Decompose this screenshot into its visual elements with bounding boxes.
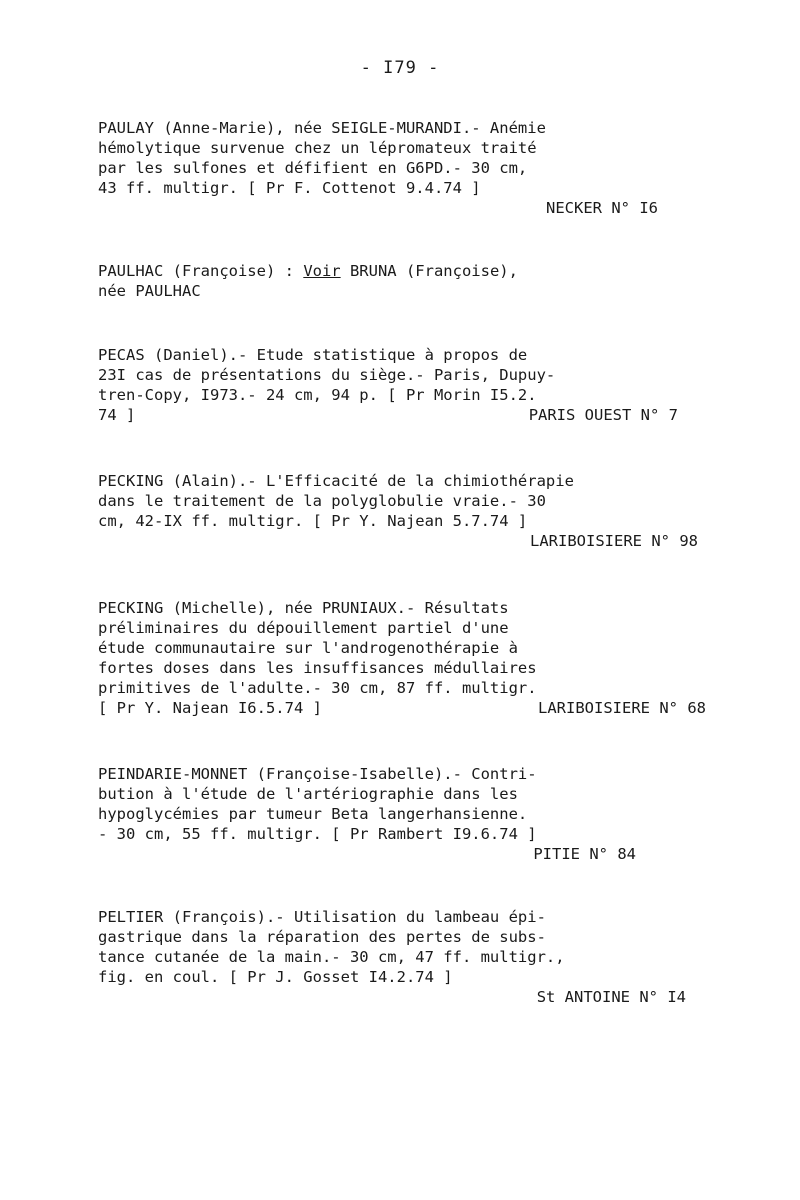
entry-location: LARIBOISIERE N° 68 <box>538 699 706 717</box>
bibliographic-entry <box>98 345 698 425</box>
entry-text-line <box>98 261 698 281</box>
entry-text-line: tren-Copy, I973.- 24 cm, 94 p. [ Pr Morin I5.2. <box>98 386 537 404</box>
entry-text-line: dans le traitement de la polyglobulie vraie.- 30 <box>98 492 546 510</box>
entry-last-line <box>98 698 706 718</box>
entry-text-line: PEINDARIE-MONNET (Françoise-Isabelle).- Contri- <box>98 765 537 783</box>
entry-text-line: tance cutanée de la main.- 30 cm, 47 ff. multigr., <box>98 948 565 966</box>
entry-text-line: née PAULHAC <box>98 282 201 300</box>
entry-text-line: hémolytique survenue chez un lépromateux traité <box>98 139 537 157</box>
entry-text-line: hypoglycémies par tumeur Beta langerhansienne. <box>98 805 528 823</box>
entry-text-line: bution à l'étude de l'artériographie dans les <box>98 785 518 803</box>
entry-text-line: fortes doses dans les insuffisances médullaires <box>98 659 537 677</box>
entry-text-line: PECKING (Michelle), née PRUNIAUX.- Résultats <box>98 599 509 617</box>
entry-text-line: - 30 cm, 55 ff. multigr. [ Pr Rambert I9.6.74 ] <box>98 825 537 843</box>
cross-reference-entry <box>98 261 698 301</box>
entry-text-line: 74 ] <box>98 406 136 424</box>
entry-text-line: étude communautaire sur l'androgenothérapie à <box>98 639 518 657</box>
entry-text-line: fig. en coul. [ Pr J. Gosset I4.2.74 ] <box>98 968 453 986</box>
entry-text-line: PECAS (Daniel).- Etude statistique à propos de <box>98 346 528 364</box>
entry-text-line: gastrique dans la réparation des pertes de subs- <box>98 928 546 946</box>
entry-text-line: cm, 42-IX ff. multigr. [ Pr Y. Najean 5.7.74 ] <box>98 512 528 530</box>
entry-name: PAULHAC (Françoise) : <box>98 262 304 280</box>
entry-text-line: primitives de l'adulte.- 30 cm, 87 ff. multigr. <box>98 679 537 697</box>
see-reference-link[interactable]: Voir <box>303 262 341 280</box>
entry-location: PARIS OUEST N° 7 <box>528 406 678 424</box>
entry-location: LARIBOISIERE N° 98 <box>530 532 698 550</box>
entry-text-line: [ Pr Y. Najean I6.5.74 ] <box>98 699 322 717</box>
entry-text-line: 23I cas de présentations du siège.- Paris, Dupuy- <box>98 366 556 384</box>
bibliographic-entry <box>98 598 706 718</box>
entry-location: NECKER N° I6 <box>546 199 658 217</box>
bibliographic-entry <box>98 907 698 1007</box>
referenced-name: BRUNA (Françoise), <box>340 262 518 280</box>
page-number: - I79 - <box>360 58 440 78</box>
entry-text-line: 43 ff. multigr. [ Pr F. Cottenot 9.4.74 ] <box>98 179 481 197</box>
entry-text-line: PELTIER (François).- Utilisation du lambeau épi- <box>98 908 546 926</box>
bibliographic-entry <box>98 471 698 551</box>
entry-text-line: préliminaires du dépouillement partiel d'une <box>98 619 509 637</box>
entry-text-line: PECKING (Alain).- L'Efficacité de la chimiothérapie <box>98 472 574 490</box>
bibliographic-entry <box>98 764 698 864</box>
entry-location: PITIE N° 84 <box>533 845 636 863</box>
bibliographic-entry <box>98 118 698 218</box>
entry-last-line <box>98 405 698 425</box>
entry-location: St ANTOINE N° I4 <box>536 988 686 1006</box>
entry-text-line: PAULAY (Anne-Marie), née SEIGLE-MURANDI.- Anémie <box>98 119 546 137</box>
entry-text-line: par les sulfones et défifient en G6PD.- 30 cm, <box>98 159 528 177</box>
